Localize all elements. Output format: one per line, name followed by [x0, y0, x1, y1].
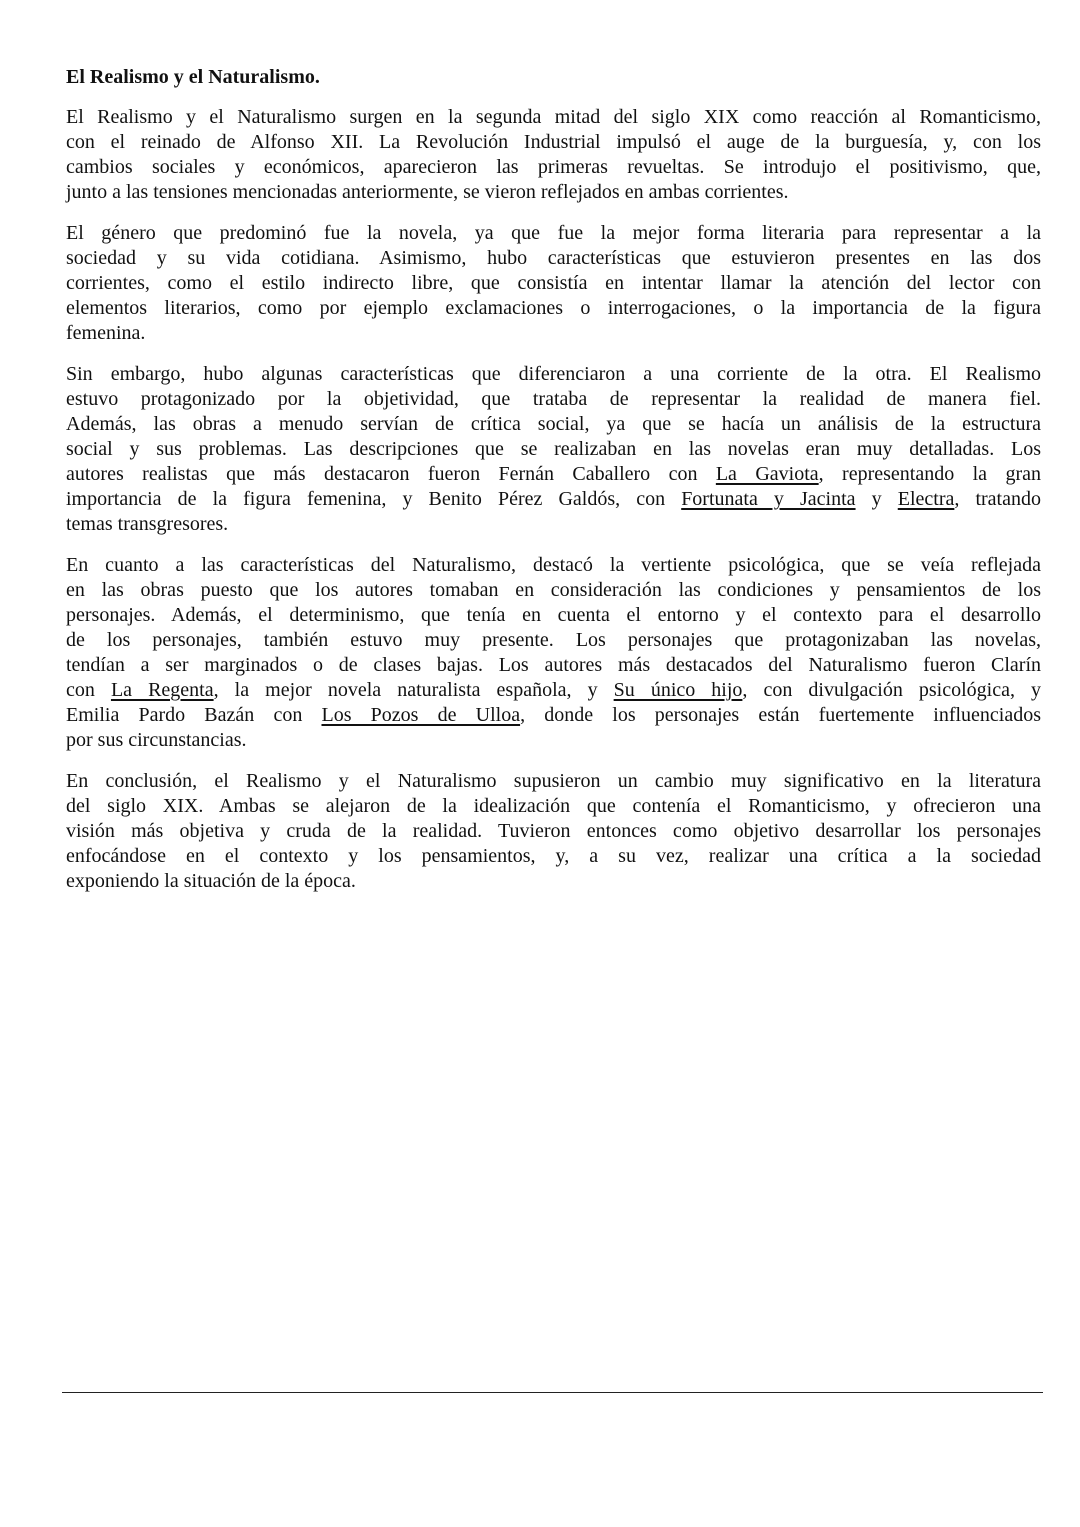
text-line — [66, 769, 1041, 794]
text-line — [66, 553, 1041, 578]
text-line — [66, 653, 1041, 678]
text-segment: En conclusión, el Realismo y el Naturalismo supusieron un cambio muy significativo en la literatura — [66, 770, 1041, 792]
text-line — [66, 180, 1041, 205]
text-segment: El género que predominó fue la novela, ya que fue la mejor forma literaria para representar a la — [66, 222, 1041, 244]
text-line — [66, 794, 1041, 819]
text-segment: enfocándose en el contexto y los pensamientos, y, a su vez, realizar una crítica a la sociedad — [66, 845, 1041, 867]
text-segment: visión más objetiva y cruda de la realidad. Tuvieron entonces como objetivo desarrollar los personajes — [66, 820, 1041, 842]
text-line — [66, 221, 1041, 246]
text-segment: por sus circunstancias. — [66, 729, 247, 751]
text-segment: Sin embargo, hubo algunas características que diferenciaron a una corriente de la otra. El Realismo — [66, 363, 1041, 385]
text-segment: temas transgresores. — [66, 513, 229, 535]
paragraph — [66, 553, 1041, 753]
text-line — [66, 362, 1041, 387]
work-title: Los Pozos de Ulloa — [321, 704, 521, 726]
text-line — [66, 271, 1041, 296]
document-title: El Realismo y el Naturalismo. — [66, 66, 320, 88]
text-segment: del siglo XIX. Ambas se alejaron de la idealización que contenía el Romanticismo, y ofrecieron una — [66, 795, 1041, 817]
text-segment: en las obras puesto que los autores tomaban en consideración las condiciones y pensamientos de los — [66, 579, 1041, 601]
text-segment: personajes. Además, el determinismo, que tenía en cuenta el entorno y el contexto para el desarrollo — [66, 604, 1041, 626]
text-line — [66, 155, 1041, 180]
text-segment: y — [855, 488, 898, 510]
text-line — [66, 487, 1041, 512]
text-line — [66, 869, 1041, 894]
text-segment: estuvo protagonizado por la objetividad, que trataba de representar la realidad de manera fiel. — [66, 388, 1041, 410]
text-segment: cambios sociales y económicos, aparecieron las primeras revueltas. Se introdujo el positivismo, que, — [66, 156, 1041, 178]
text-segment: tendían a ser marginados o de clases bajas. Los autores más destacados del Naturalismo fueron Clarín — [66, 654, 1041, 676]
text-line — [66, 296, 1041, 321]
text-segment: Emilia Pardo Bazán con — [66, 704, 322, 726]
text-line — [66, 844, 1041, 869]
text-line — [66, 412, 1041, 437]
text-segment: sociedad y su vida cotidiana. Asimismo, hubo características que estuvieron presentes en las dos — [66, 247, 1041, 269]
text-segment: , representando la gran — [818, 463, 1041, 485]
text-line — [66, 512, 1041, 537]
text-segment: Además, las obras a menudo servían de crítica social, ya que se hacía un análisis de la estructura — [66, 413, 1041, 435]
text-segment: , con divulgación psicológica, y — [742, 679, 1042, 701]
paragraph — [66, 362, 1041, 537]
footer-divider — [62, 1392, 1043, 1393]
text-line — [66, 628, 1041, 653]
text-line — [66, 678, 1041, 703]
text-line — [66, 130, 1041, 155]
work-title: Electra — [897, 488, 955, 510]
text-segment: , la mejor novela naturalista española, y — [213, 679, 614, 701]
text-line — [66, 321, 1041, 346]
text-line — [66, 246, 1041, 271]
text-line — [66, 387, 1041, 412]
text-segment: En cuanto a las características del Naturalismo, destacó la vertiente psicológica, que se veía reflejada — [66, 554, 1041, 576]
work-title: Fortunata y Jacinta — [681, 488, 856, 510]
text-line — [66, 578, 1041, 603]
text-line — [66, 603, 1041, 628]
paragraphs — [66, 105, 1041, 894]
text-segment: con el reinado de Alfonso XII. La Revolución Industrial impulsó el auge de la burguesía, y, con los — [66, 131, 1041, 153]
text-segment: autores realistas que más destacaron fueron Fernán Caballero con — [66, 463, 716, 485]
text-segment: , tratando — [954, 488, 1041, 510]
text-segment: femenina. — [66, 322, 146, 344]
text-segment: importancia de la figura femenina, y Benito Pérez Galdós, con — [66, 488, 682, 510]
text-segment: junto a las tensiones mencionadas anteriormente, se vieron reflejados en ambas corrientes. — [66, 181, 789, 203]
text-segment: social y sus problemas. Las descripciones que se realizaban en las novelas eran muy detalladas. Los — [66, 438, 1041, 460]
text-segment: con — [66, 679, 111, 701]
work-title: La Regenta — [110, 679, 214, 701]
paragraph — [66, 769, 1041, 894]
paragraph — [66, 105, 1041, 205]
text-line — [66, 728, 1041, 753]
text-segment: , donde los personajes están fuertemente influenciados — [520, 704, 1042, 726]
document-body — [66, 65, 1041, 910]
text-line — [66, 703, 1041, 728]
text-line — [66, 462, 1041, 487]
paragraph — [66, 221, 1041, 346]
text-segment: corrientes, como el estilo indirecto libre, que consistía en intentar llamar la atención del lector con — [66, 272, 1041, 294]
text-segment: de los personajes, también estuvo muy presente. Los personajes que protagonizaban las novelas, — [66, 629, 1041, 651]
text-segment: elementos literarios, como por ejemplo exclamaciones o interrogaciones, o la importancia de la figura — [66, 297, 1041, 319]
text-line — [66, 437, 1041, 462]
text-line — [66, 819, 1041, 844]
text-line — [66, 105, 1041, 130]
work-title: Su único hijo — [613, 679, 743, 701]
work-title: La Gaviota — [715, 463, 819, 485]
text-segment: El Realismo y el Naturalismo surgen en la segunda mitad del siglo XIX como reacción al Romanticismo, — [66, 106, 1041, 128]
text-segment: exponiendo la situación de la época. — [66, 870, 356, 892]
